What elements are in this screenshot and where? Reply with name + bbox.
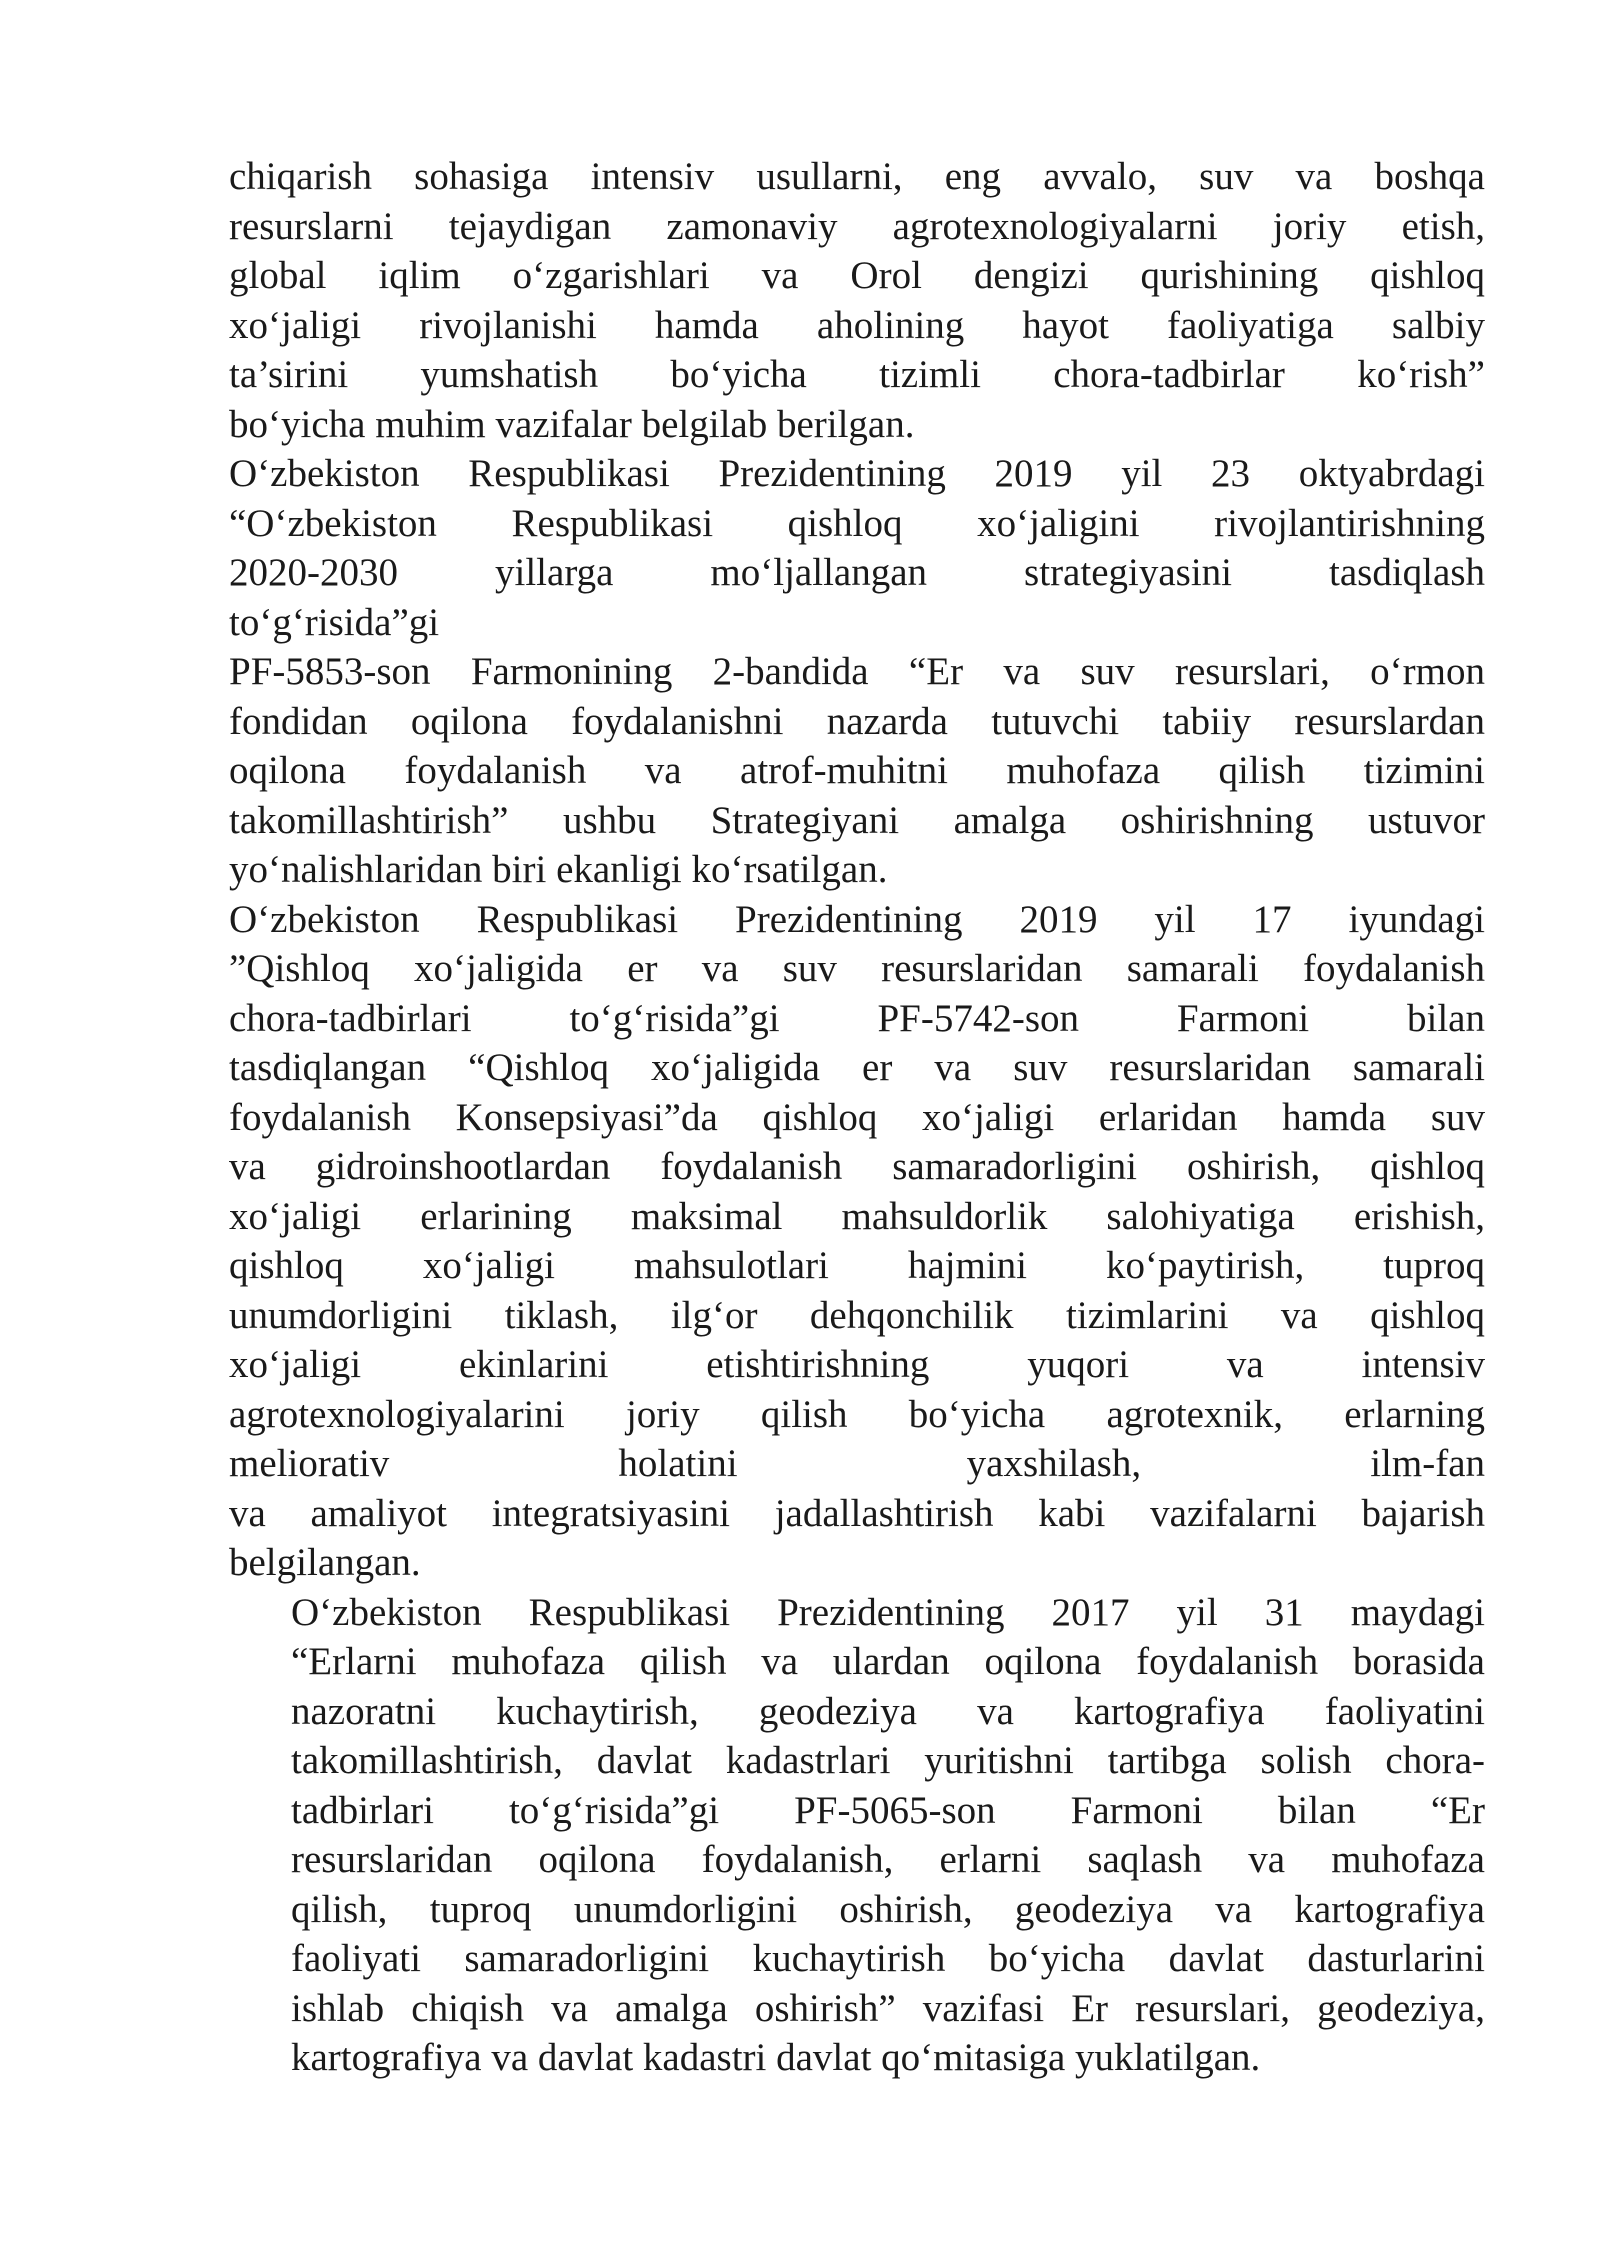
text-line: global iqlim oʻzgarishlari va Orol dengizi qurishining qishloq [229,254,1485,297]
text-line: foydalanish Konsepsiyasi”da qishloq xoʻjaligi erlaridan hamda suv [229,1095,1485,1139]
text-line: ishlab chiqish va amalga oshirish” vazifasi Er resurslari, geodeziya, [291,1986,1485,2030]
paragraph [229,647,1485,895]
text-line: xoʻjaligi ekinlarini etishtirishning yuqori va intensiv [229,1343,1485,1386]
text-line: unumdorligini tiklash, ilgʻor dehqonchilik tizimlarini va qishloq [229,1293,1485,1337]
text-line: Oʻzbekiston Respublikasi Prezidentining 2017 yil 31 maydagi [291,1590,1485,1634]
text-line: ta’sirini yumshatish boʻyicha tizimli chora-tadbirlar koʻrish” [229,353,1485,396]
document-page [229,152,1485,2083]
text-line: tadbirlari toʻgʻrisida”gi PF-5065-son Farmoni bilan “Er [291,1788,1485,1832]
text-line: PF-5853-son Farmonining 2-bandida “Er va suv resurslari, oʻrmon [229,650,1485,693]
text-line: 2020-2030 yillarga moʻljallangan strategiyasini tasdiqlash [229,551,1485,594]
text-line: Oʻzbekiston Respublikasi Prezidentining 2019 yil 23 oktyabrdagi [229,452,1485,495]
text-line: qishloq xoʻjaligi mahsulotlari hajmini koʻpaytirish, tuproq [229,1244,1485,1287]
text-line: va gidroinshootlardan foydalanish samaradorligini oshirish, qishloq [229,1145,1485,1188]
text-line: faoliyati samaradorligini kuchaytirish boʻyicha davlat dasturlarini [291,1937,1485,1980]
text-line: toʻgʻrisida”gi [229,600,440,644]
document-body [229,152,1485,2083]
paragraph [229,1588,1485,2083]
text-line: agrotexnologiyalarini joriy qilish boʻyicha agrotexnik, erlarning [229,1392,1485,1436]
text-line: resurslarni tejaydigan zamonaviy agrotexnologiyalarni joriy etish, [229,204,1485,248]
text-line: takomillashtirish” ushbu Strategiyani amalga oshirishning ustuvor [229,798,1485,842]
text-line: kartografiya va davlat kadastri davlat qoʻmitasiga yuklatilgan. [291,2036,1261,2079]
text-line: boʻyicha muhim vazifalar belgilab berilgan. [229,402,915,446]
paragraph [229,895,1485,1588]
text-line: Oʻzbekiston Respublikasi Prezidentining 2019 yil 17 iyundagi [229,897,1485,941]
text-line: meliorativ holatini yaxshilash, ilm-fan [229,1442,1485,1485]
text-line: “Erlarni muhofaza qilish va ulardan oqilona foydalanish borasida [291,1640,1485,1683]
text-line: yoʻnalishlaridan biri ekanligi koʻrsatilgan. [229,848,888,891]
text-line: chiqarish sohasiga intensiv usullarni, eng avvalo, suv va boshqa [229,155,1485,198]
text-line: xoʻjaligi erlarining maksimal mahsuldorlik salohiyatiga erishish, [229,1194,1485,1238]
text-line: tasdiqlangan “Qishloq xoʻjaligida er va suv resurslaridan samarali [229,1046,1485,1089]
text-line: belgilangan. [229,1541,421,1584]
text-line: chora-tadbirlari toʻgʻrisida”gi PF-5742-son Farmoni bilan [229,996,1485,1040]
text-line: va amaliyot integratsiyasini jadallashtirish kabi vazifalarni bajarish [229,1491,1485,1535]
text-line: nazoratni kuchaytirish, geodeziya va kartografiya faoliyatini [291,1689,1485,1733]
text-line: resurslaridan oqilona foydalanish, erlarni saqlash va muhofaza [291,1838,1485,1881]
text-line: ”Qishloq xoʻjaligida er va suv resurslaridan samarali foydalanish [229,947,1485,990]
text-line: takomillashtirish, davlat kadastrlari yuritishni tartibga solish chora- [291,1739,1485,1782]
paragraph [229,152,1485,449]
text-line: “Oʻzbekiston Respublikasi qishloq xoʻjaligini rivojlantirishning [229,501,1485,545]
text-line: xoʻjaligi rivojlanishi hamda aholining hayot faoliyatiga salbiy [229,303,1485,347]
text-line: qilish, tuproq unumdorligini oshirish, geodeziya va kartografiya [291,1887,1485,1931]
text-line: oqilona foydalanish va atrof-muhitni muhofaza qilish tizimini [229,749,1485,792]
text-line: fondidan oqilona foydalanishni nazarda tutuvchi tabiiy resurslardan [229,699,1485,743]
paragraph [229,449,1485,647]
